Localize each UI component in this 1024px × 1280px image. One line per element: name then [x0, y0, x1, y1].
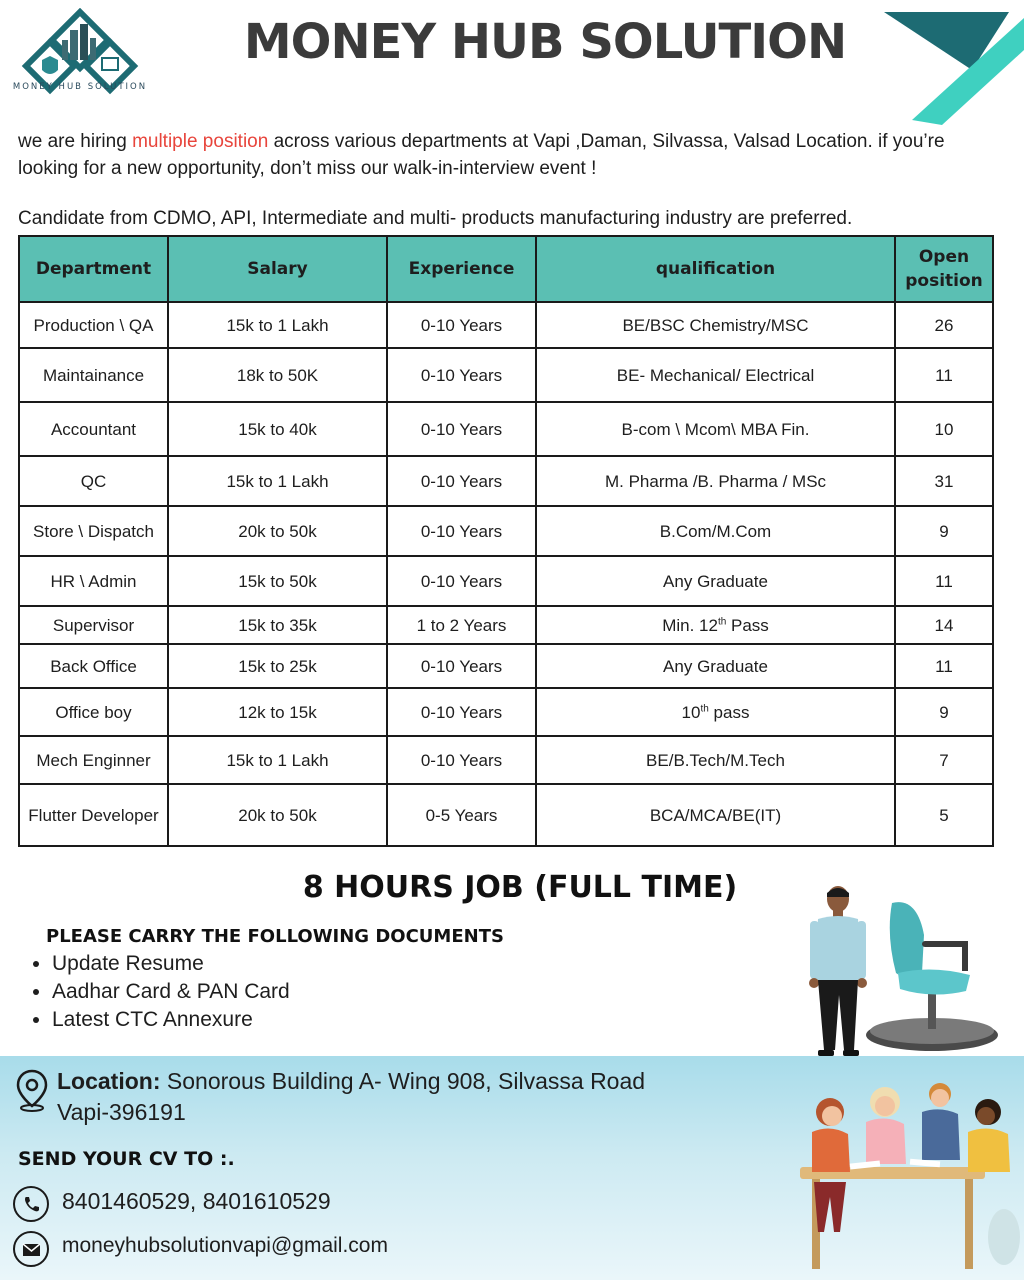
cell-experience: 0-10 Years — [387, 688, 536, 736]
cell-experience: 0-5 Years — [387, 784, 536, 846]
cell-department: Maintainance — [19, 348, 168, 402]
cell-salary: 20k to 50k — [168, 506, 387, 556]
cell-open: 11 — [895, 556, 993, 606]
table-row — [19, 688, 993, 736]
location-text: Sonorous Building A- Wing 908, Silvassa Road Vapi-396191 — [57, 1068, 646, 1125]
cell-open: 10 — [895, 402, 993, 456]
qualification-sup: th — [717, 615, 727, 627]
job-type-heading: 8 HOURS JOB (FULL TIME) — [302, 870, 738, 905]
cell-open: 9 — [895, 688, 993, 736]
send-cv-label: SEND YOUR CV TO :. — [18, 1148, 235, 1170]
qualification-text: 10 — [681, 702, 701, 722]
table-row — [19, 644, 993, 688]
table-row — [19, 348, 993, 402]
email-icon — [13, 1231, 49, 1267]
list-item: • Latest CTC Annexure — [52, 1006, 290, 1034]
intro-text-before: we are hiring — [18, 131, 133, 152]
group-students-illustration — [790, 1072, 1020, 1277]
qualification-text: Min. 12 — [662, 615, 718, 635]
cell-qualification: Any Graduate — [536, 556, 895, 606]
chair-illustration — [862, 895, 1002, 1055]
cell-salary: 15k to 40k — [168, 402, 387, 456]
qualification-after: Pass — [726, 615, 769, 635]
cell-qualification: Any Graduate — [536, 644, 895, 688]
header-experience: Experience — [387, 236, 536, 302]
table-row — [19, 302, 993, 348]
email-address[interactable]: moneyhubsolutionvapi@gmail.com — [62, 1234, 388, 1257]
cell-experience: 0-10 Years — [387, 506, 536, 556]
cell-experience: 0-10 Years — [387, 302, 536, 348]
header-salary: Salary — [168, 236, 387, 302]
table-row — [19, 556, 993, 606]
cell-salary: 15k to 35k — [168, 606, 387, 644]
cell-salary: 20k to 50k — [168, 784, 387, 846]
cell-experience: 0-10 Years — [387, 348, 536, 402]
cell-department: Production \ QA — [19, 302, 168, 348]
list-item: • Aadhar Card & PAN Card — [52, 978, 290, 1006]
table-row — [19, 606, 993, 644]
cell-salary: 12k to 15k — [168, 688, 387, 736]
cell-department: Store \ Dispatch — [19, 506, 168, 556]
cell-experience: 0-10 Years — [387, 736, 536, 784]
cell-open: 5 — [895, 784, 993, 846]
cell-open: 14 — [895, 606, 993, 644]
cell-department: Office boy — [19, 688, 168, 736]
cell-open: 11 — [895, 644, 993, 688]
corner-decoration — [884, 0, 1024, 125]
cell-qualification: BCA/MCA/BE(IT) — [536, 784, 895, 846]
table-row — [19, 784, 993, 846]
header-open-position: Open position — [895, 236, 993, 302]
cell-open: 11 — [895, 348, 993, 402]
logo-text: MONEY HUB SOLUTION — [12, 82, 148, 92]
cell-department: Back Office — [19, 644, 168, 688]
cell-experience: 0-10 Years — [387, 402, 536, 456]
location-pin-icon — [14, 1068, 50, 1112]
cell-department: Accountant — [19, 402, 168, 456]
table-row — [19, 506, 993, 556]
location-label: Location: — [57, 1068, 161, 1094]
cell-qualification: BE- Mechanical/ Electrical — [536, 348, 895, 402]
cell-department: Flutter Developer — [19, 784, 168, 846]
preferred-candidates: Candidate from CDMO, API, Intermediate and multi- products manufacturing industry are preferred. — [18, 208, 853, 229]
cell-open: 31 — [895, 456, 993, 506]
cell-department: QC — [19, 456, 168, 506]
documents-list — [26, 950, 290, 1034]
cell-experience: 1 to 2 Years — [387, 606, 536, 644]
qualification-after: pass — [708, 702, 750, 722]
cell-salary: 15k to 25k — [168, 644, 387, 688]
table-row — [19, 736, 993, 784]
cell-qualification: B.Com/M.Com — [536, 506, 895, 556]
cell-qualification — [536, 688, 895, 736]
cell-experience: 0-10 Years — [387, 456, 536, 506]
list-item: • Update Resume — [52, 950, 290, 978]
cell-qualification: M. Pharma /B. Pharma / MSc — [536, 456, 895, 506]
cell-open: 9 — [895, 506, 993, 556]
location-address — [57, 1066, 657, 1128]
intro-paragraph — [18, 128, 1008, 182]
cell-department: Mech Enginner — [19, 736, 168, 784]
cell-open: 7 — [895, 736, 993, 784]
table-row — [19, 456, 993, 506]
header-qualification: qualification — [536, 236, 895, 302]
page-title: MONEY HUB SOLUTION — [243, 14, 847, 70]
cell-experience: 0-10 Years — [387, 644, 536, 688]
qualification-sup: th — [700, 702, 709, 714]
cell-qualification — [536, 606, 895, 644]
intro-text-after: across various departments at Vapi ,Daman, Silvassa, Valsad Location. if you’re looking for a new opportunity, don’t miss our walk-in-interview event ! — [18, 131, 945, 179]
header-department: Department — [19, 236, 168, 302]
documents-title: PLEASE CARRY THE FOLLOWING DOCUMENTS — [46, 926, 504, 947]
phone-numbers[interactable]: 8401460529, 8401610529 — [62, 1188, 331, 1214]
intro-highlight: multiple position — [132, 131, 269, 152]
table-row — [19, 402, 993, 456]
cell-qualification: BE/B.Tech/M.Tech — [536, 736, 895, 784]
cell-department: Supervisor — [19, 606, 168, 644]
cell-department: HR \ Admin — [19, 556, 168, 606]
cell-salary: 15k to 1 Lakh — [168, 456, 387, 506]
cell-qualification: B-com \ Mcom\ MBA Fin. — [536, 402, 895, 456]
cell-experience: 0-10 Years — [387, 556, 536, 606]
cell-open: 26 — [895, 302, 993, 348]
cell-salary: 15k to 50k — [168, 556, 387, 606]
table-header-row — [19, 236, 993, 302]
cell-salary: 15k to 1 Lakh — [168, 302, 387, 348]
phone-icon — [13, 1186, 49, 1222]
cell-salary: 15k to 1 Lakh — [168, 736, 387, 784]
cell-salary: 18k to 50K — [168, 348, 387, 402]
cell-qualification: BE/BSC Chemistry/MSC — [536, 302, 895, 348]
jobs-table — [18, 235, 994, 847]
